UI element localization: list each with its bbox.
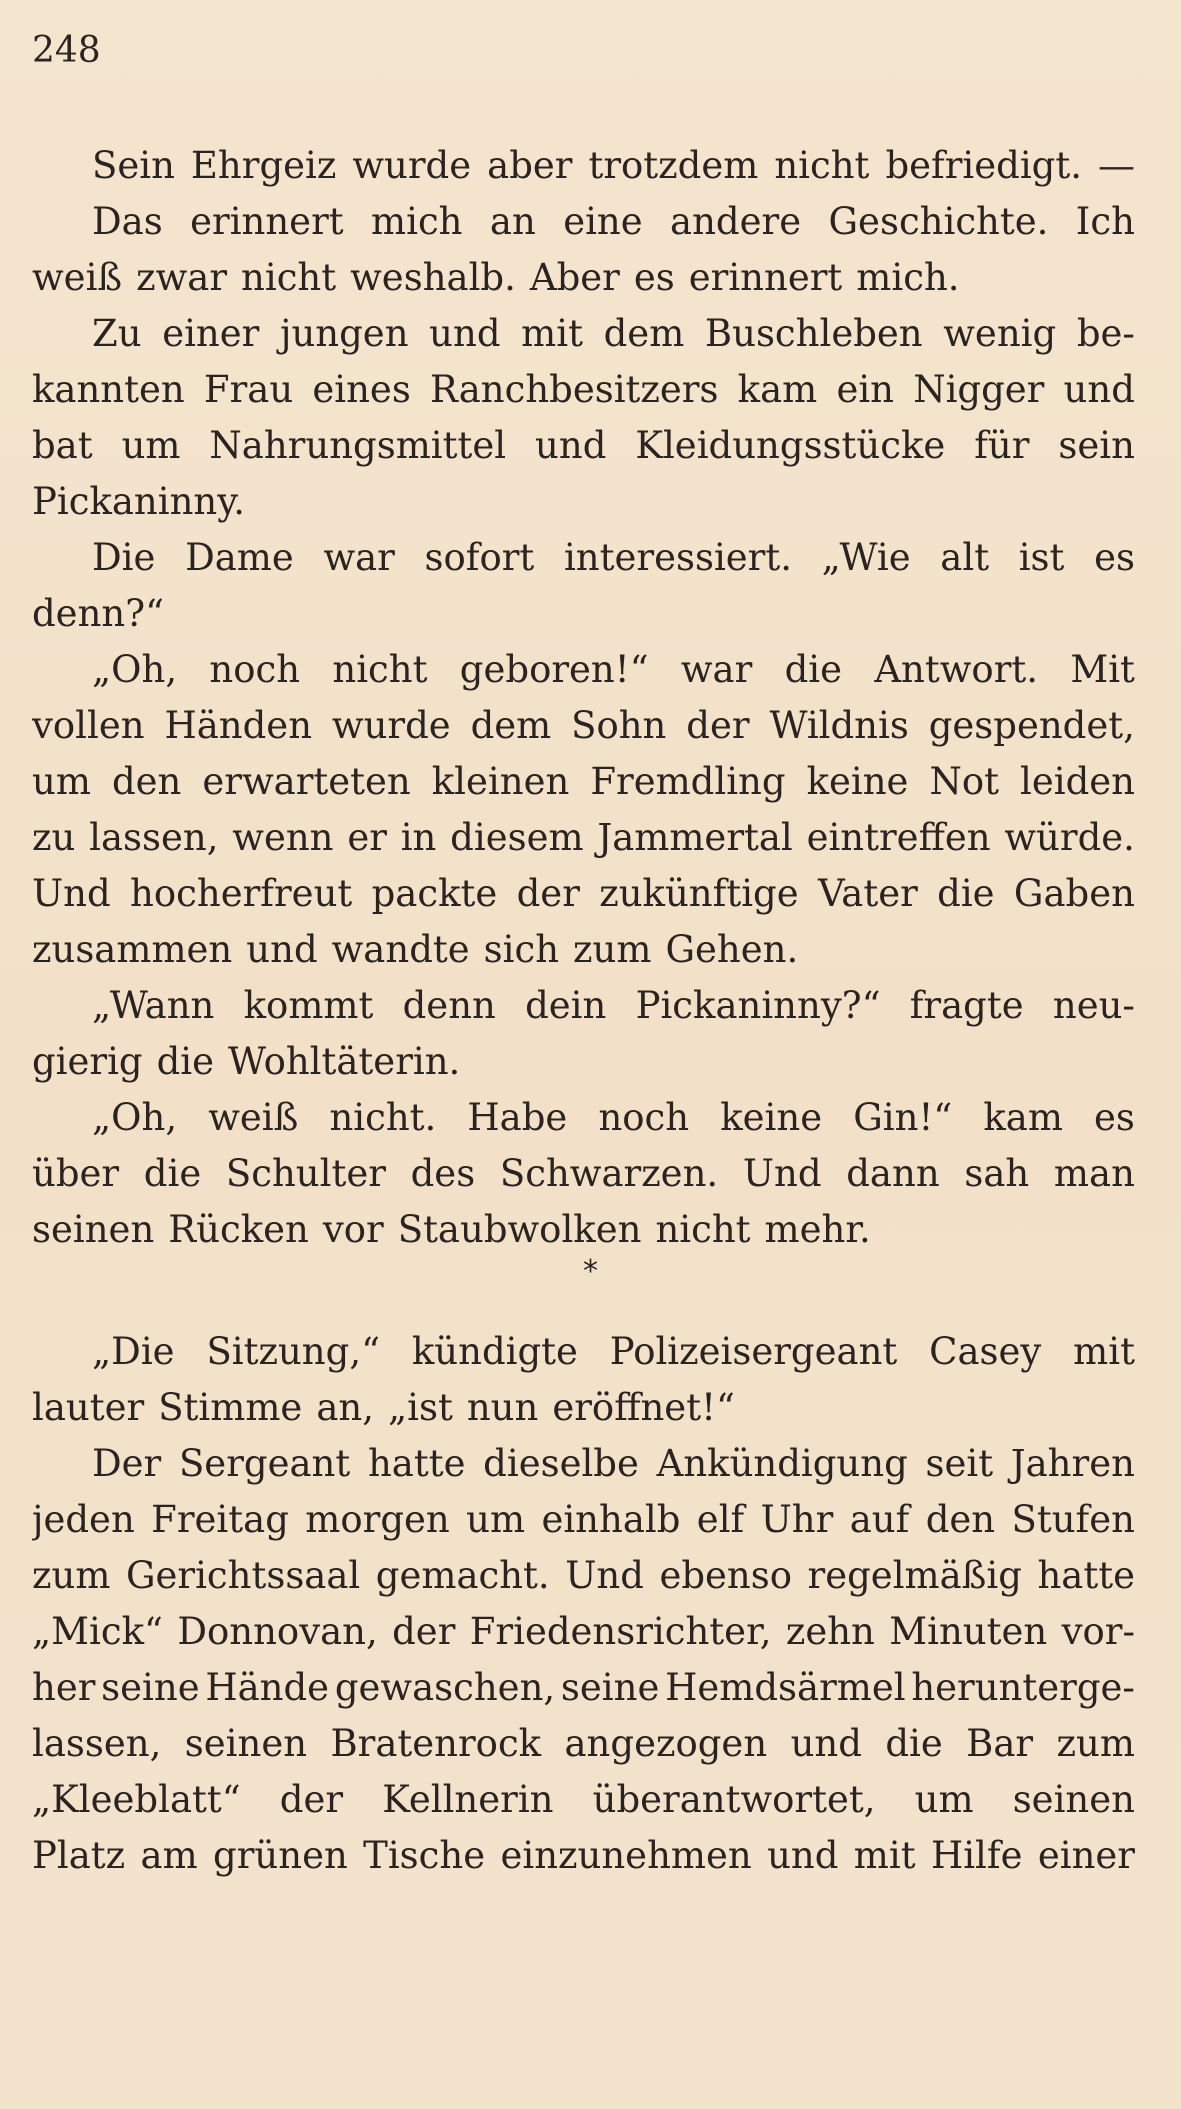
text-block-lower (32, 1324, 1135, 1884)
text-line: „Oh, noch nicht geboren!“ war die Antwort. Mit (92, 648, 1135, 691)
text-line: über die Schulter des Schwarzen. Und dann sah man (32, 1152, 1135, 1195)
text-line: Zu einer jungen und mit dem Buschleben wenig be- (92, 312, 1135, 355)
text-line: Die Dame war sofort interessiert. „Wie alt ist es (92, 536, 1135, 579)
page-number: 248 (32, 30, 101, 71)
text-line: jeden Freitag morgen um einhalb elf Uhr auf den Stufen (32, 1498, 1135, 1541)
text-line: Platz am grünen Tische einzunehmen und mit Hilfe einer (32, 1834, 1135, 1877)
text-line: denn?“ (32, 592, 164, 635)
text-line: Pickaninny. (32, 480, 246, 523)
text-line: her seine Hände gewaschen, seine Hemdsärmel herunterge- (32, 1666, 1135, 1709)
text-line: „Mick“ Donnovan, der Friedensrichter, zehn Minuten vor- (32, 1610, 1135, 1653)
text-line: „Wann kommt denn dein Pickaninny?“ fragte neu- (92, 984, 1135, 1027)
text-line: kannten Frau eines Ranchbesitzers kam ein Nigger und (32, 368, 1135, 411)
section-separator: * (583, 1254, 598, 1289)
text-line: Der Sergeant hatte dieselbe Ankündigung seit Jahren (92, 1442, 1135, 1485)
text-line: „Kleeblatt“ der Kellnerin überantwortet, um seinen (32, 1778, 1135, 1821)
text-line: zu lassen, wenn er in diesem Jammertal eintreffen würde. (32, 816, 1135, 859)
text-line: vollen Händen wurde dem Sohn der Wildnis gespendet, (32, 704, 1135, 747)
text-line: weiß zwar nicht weshalb. Aber es erinnert mich. (32, 256, 960, 299)
text-block-upper (32, 138, 1135, 1258)
text-line: Und hocherfreut packte der zukünftige Vater die Gaben (32, 872, 1135, 915)
text-line: „Oh, weiß nicht. Habe noch keine Gin!“ kam es (92, 1096, 1135, 1139)
text-line: gierig die Wohltäterin. (32, 1040, 461, 1083)
text-line: seinen Rücken vor Staubwolken nicht mehr. (32, 1208, 871, 1251)
text-line: „Die Sitzung,“ kündigte Polizeisergeant Casey mit (92, 1330, 1135, 1373)
text-line: lassen, seinen Bratenrock angezogen und die Bar zum (32, 1722, 1135, 1765)
text-line: bat um Nahrungsmittel und Kleidungsstücke für sein (32, 424, 1135, 467)
text-line: Sein Ehrgeiz wurde aber trotzdem nicht befriedigt. — (92, 144, 1135, 187)
text-line: lauter Stimme an, „ist nun eröffnet!“ (32, 1386, 735, 1429)
text-line: zum Gerichtssaal gemacht. Und ebenso regelmäßig hatte (32, 1554, 1135, 1597)
text-line: zusammen und wandte sich zum Gehen. (32, 928, 799, 971)
text-line: um den erwarteten kleinen Fremdling keine Not leiden (32, 760, 1135, 803)
text-line: Das erinnert mich an eine andere Geschichte. Ich (92, 200, 1135, 243)
